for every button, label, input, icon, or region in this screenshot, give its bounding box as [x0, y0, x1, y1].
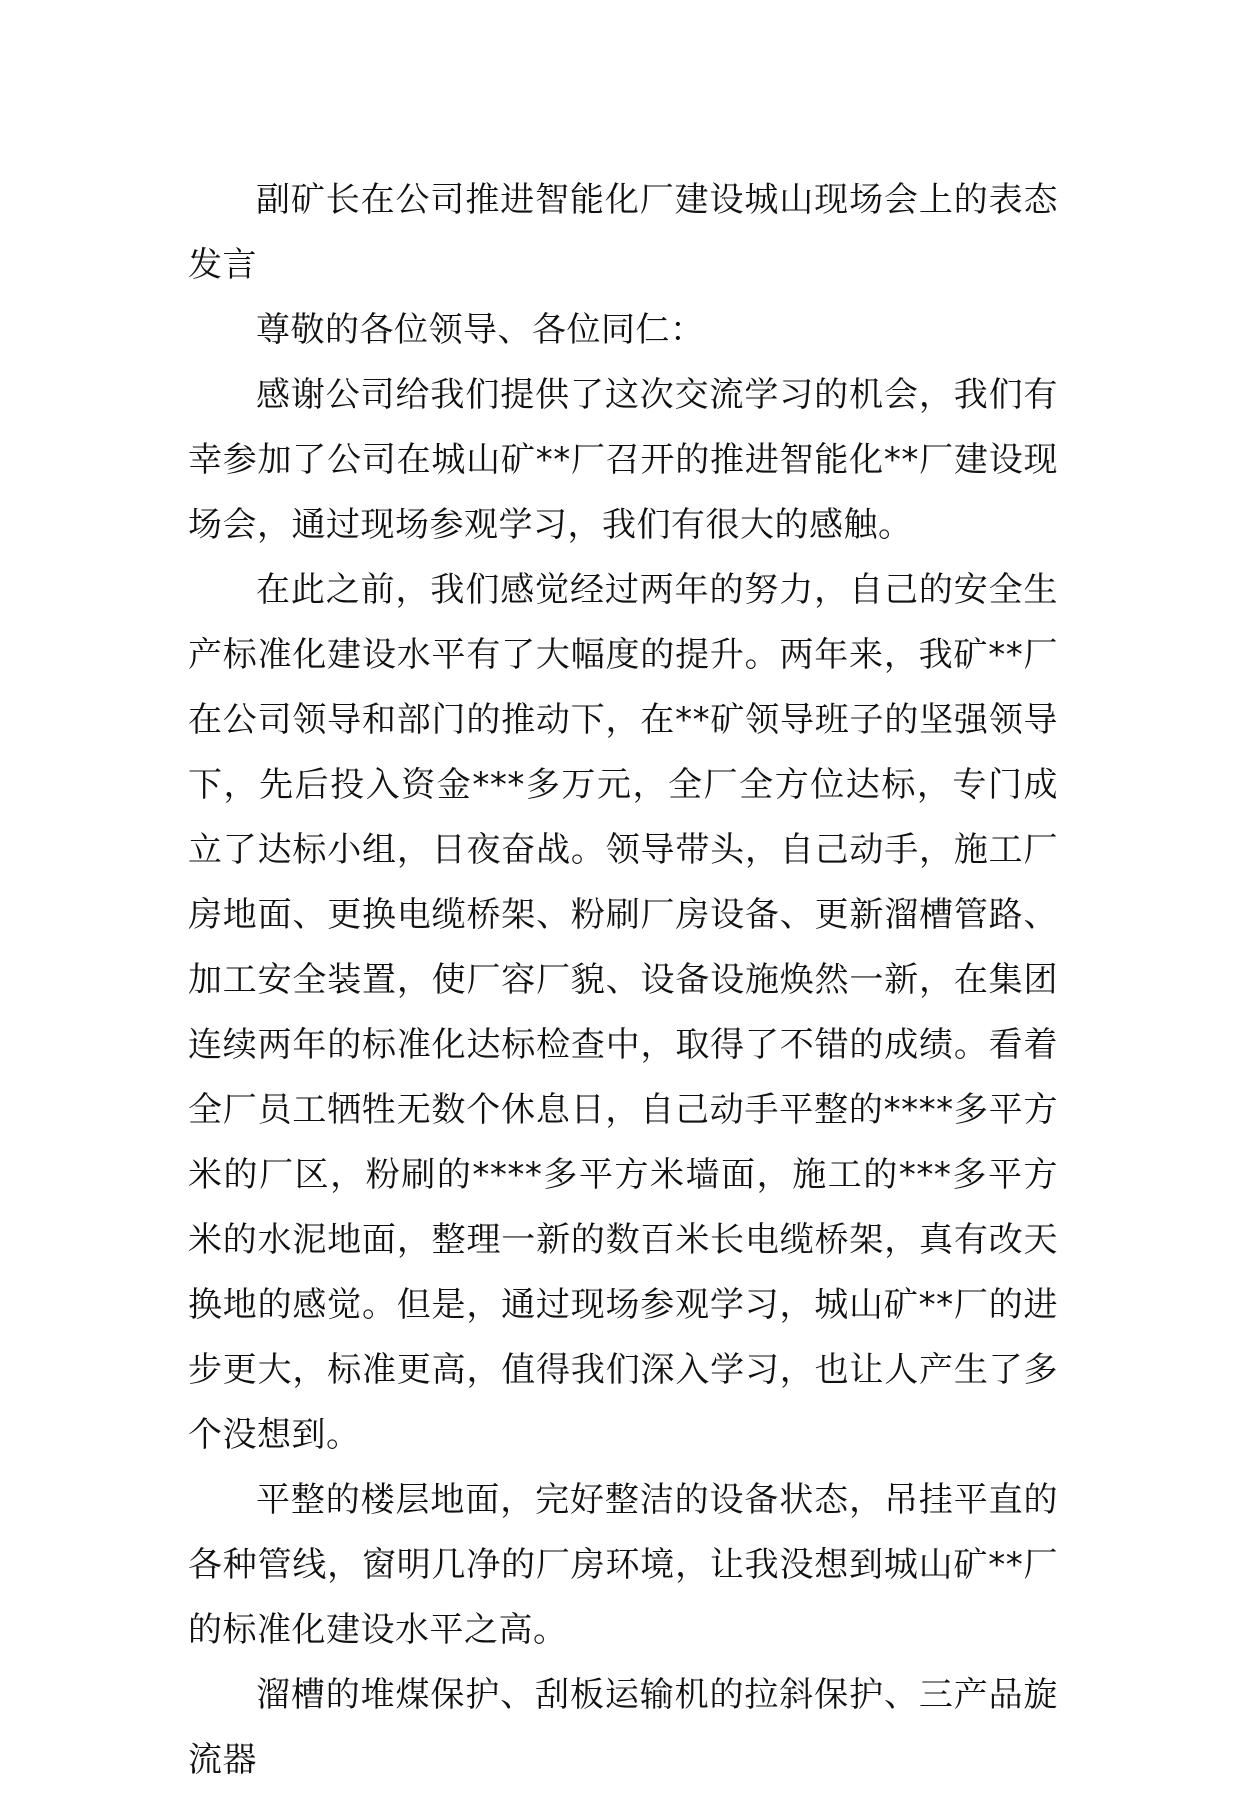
salutation: 尊敬的各位领导、各位同仁：	[256, 310, 705, 350]
paragraph: 感谢公司给我们提供了这次交流学习的机会，我们有幸参加了公司在城山矿**厂召开的推进智能化**厂建设现场会，通过现场参观学习，我们有很大的感触。	[188, 375, 1058, 545]
paragraph: 平整的楼层地面，完好整洁的设备状态，吊挂平直的各种管线，窗明几净的厂房环境，让我没想到城山矿**厂的标准化建设水平之高。	[188, 1480, 1058, 1650]
paragraph: 溜槽的堆煤保护、刮板运输机的拉斜保护、三产品旋流器	[188, 1675, 1058, 1780]
document-body	[188, 168, 1058, 1793]
paragraph: 在此之前，我们感觉经过两年的努力，自己的安全生产标准化建设水平有了大幅度的提升。两年来，我矿**厂在公司领导和部门的推动下，在**矿领导班子的坚强领导下，先后投入资金***多万元，全厂全方位达标，专门成立了达标小组，日夜奋战。领导带头，自己动手，施工厂房地面、更换电缆桥架、粉刷厂房设备、更新溜槽管路、加工安全装置，使厂容厂貌、设备设施焕然一新，在集团连续两年的标准化达标检查中，取得了不错的成绩。看着全厂员工牺牲无数个休息日，自己动手平整的****多平方米的厂区，粉刷的****多平方米墙面，施工的***多平方米的水泥地面，整理一新的数百米长电缆桥架，真有改天换地的感觉。但是，通过现场参观学习，城山矿**厂的进步更大，标准更高，值得我们深入学习，也让人产生了多个没想到。	[188, 570, 1058, 1455]
document-title: 副矿长在公司推进智能化厂建设城山现场会上的表态发言	[188, 180, 1058, 285]
